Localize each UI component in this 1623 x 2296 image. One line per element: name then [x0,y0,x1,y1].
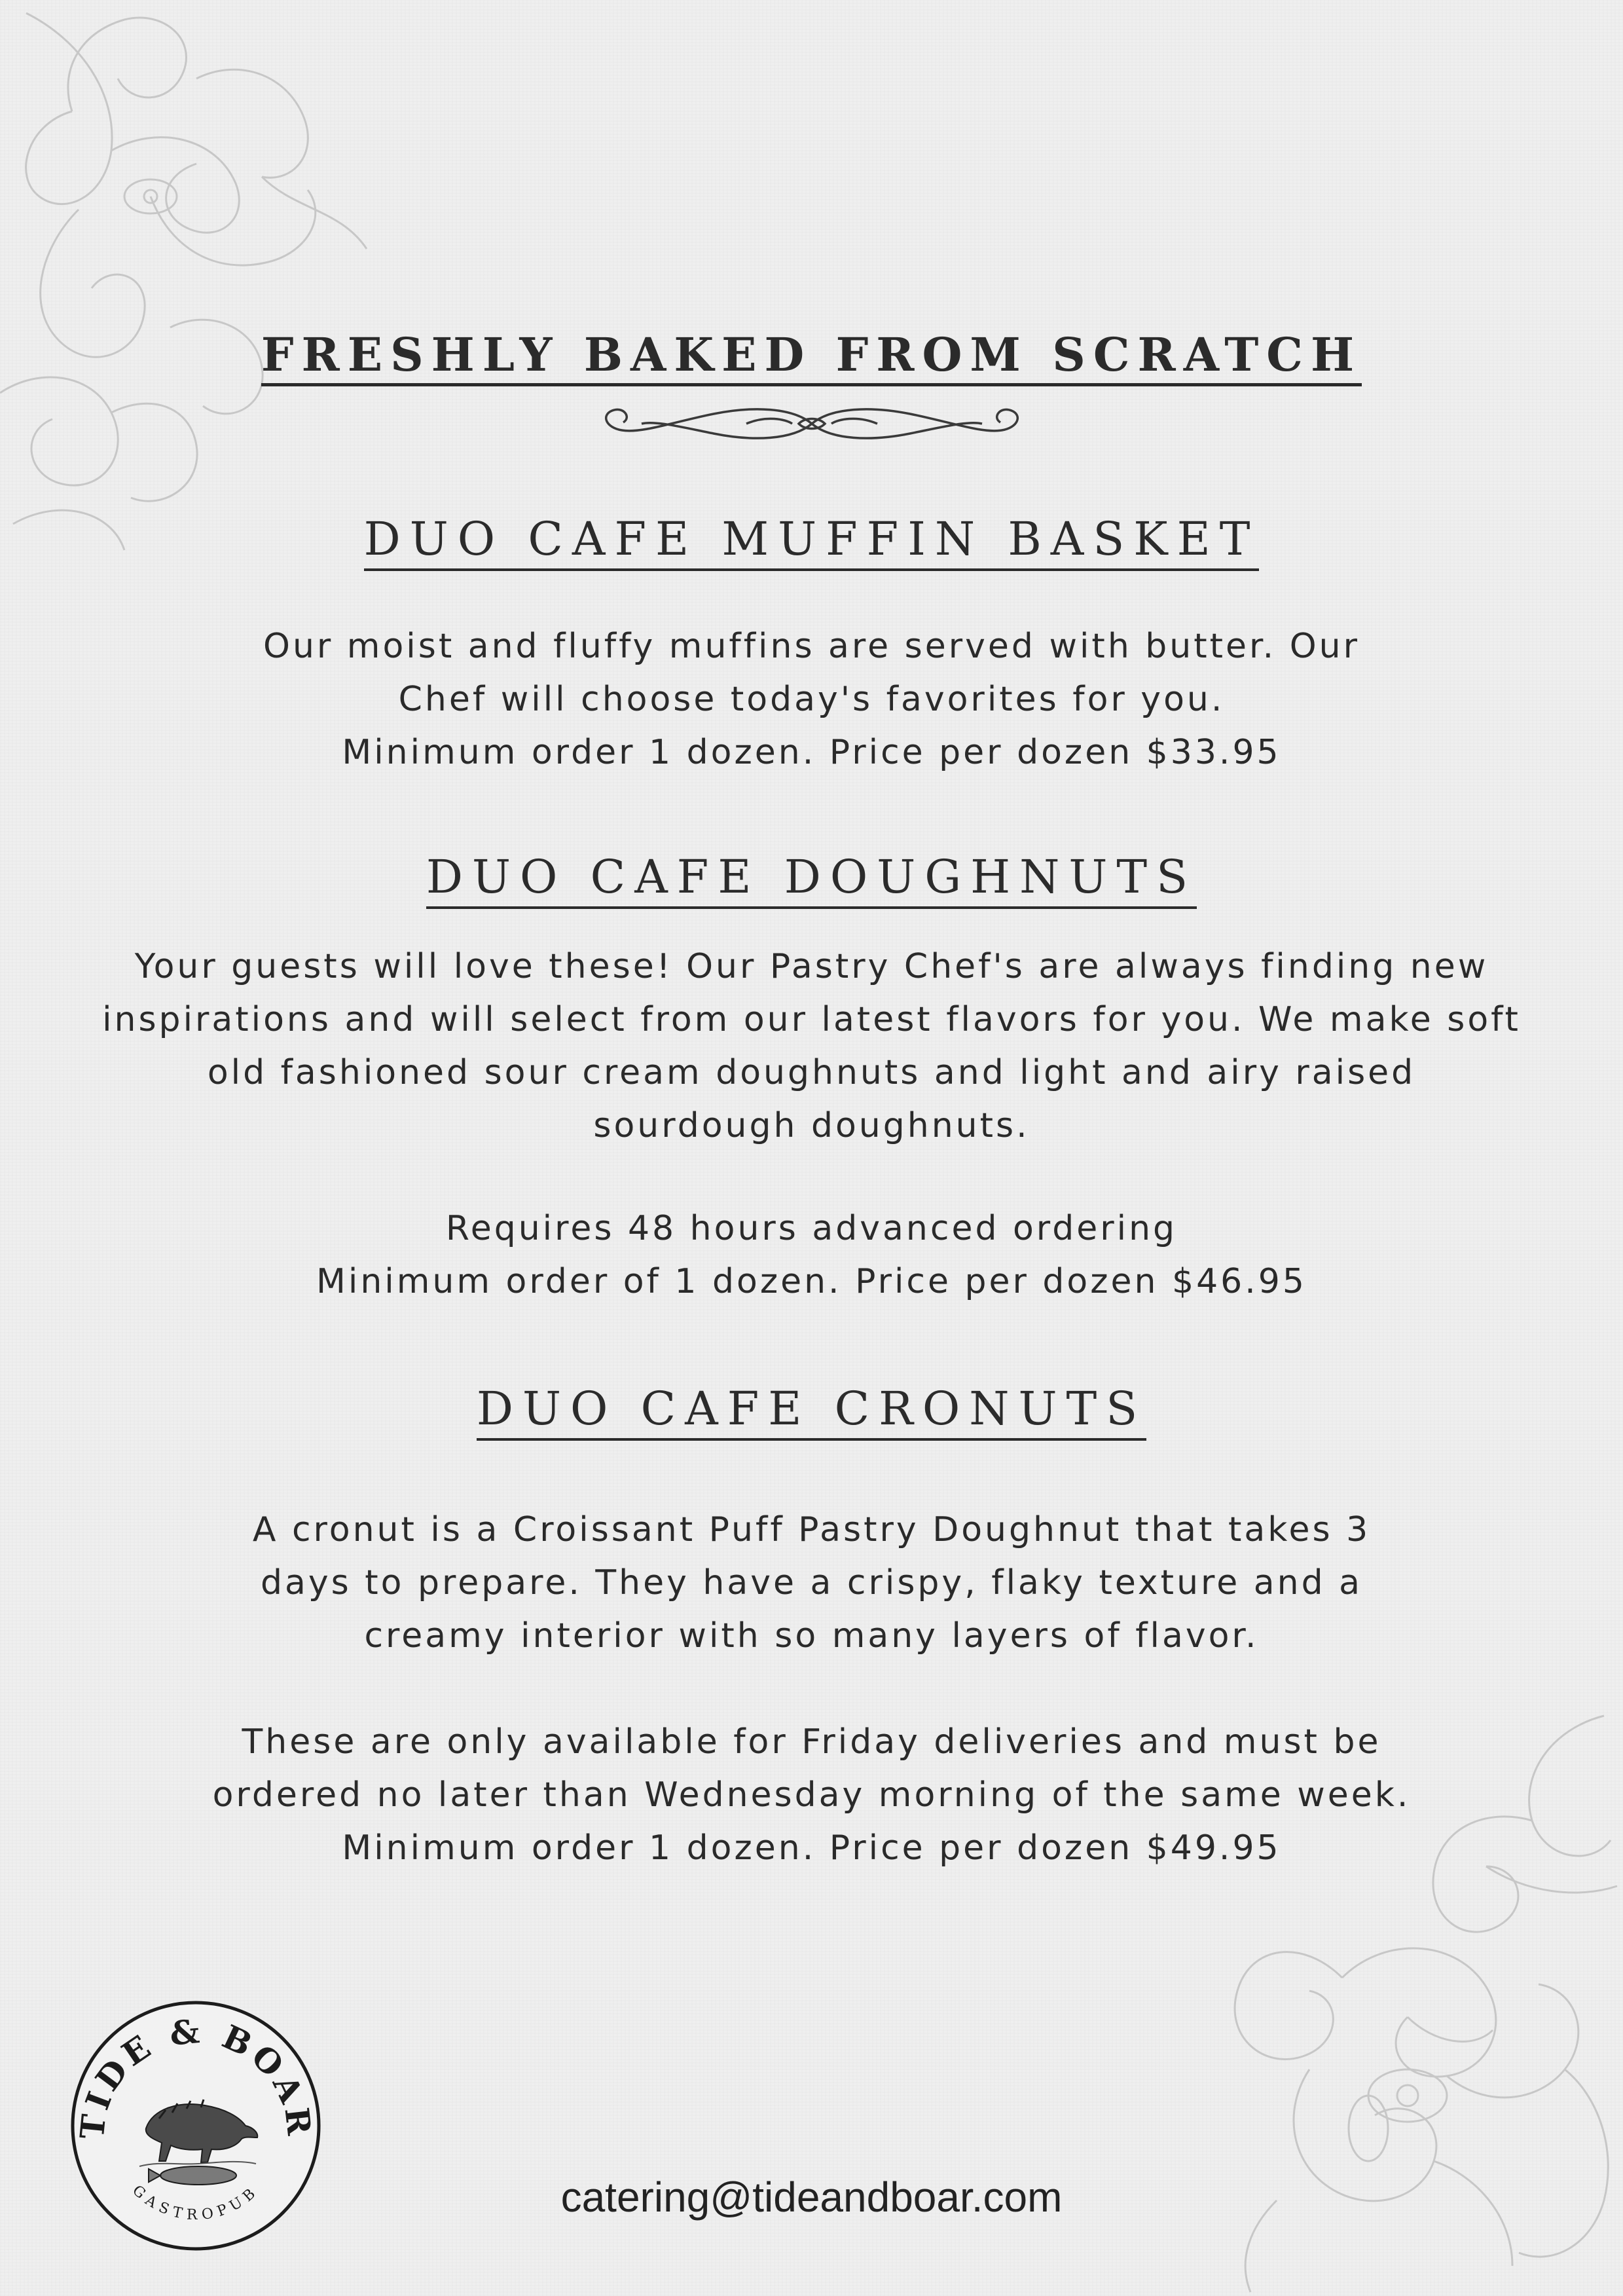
section-notes-cronuts [0,1716,1623,1875]
logo-name-text: TIDE & BOAR [72,2011,319,2141]
description-line: days to prepare. They have a crispy, flaky texture and a [260,1563,1363,1602]
section-heading-cronuts [0,1382,1623,1435]
description-line: Your guests will love these! Our Pastry Chef's are always finding new [134,947,1489,986]
contact-email[interactable]: catering@tideandboar.com [560,2174,1063,2221]
description-line: A cronut is a Croissant Puff Pastry Doughnut that takes 3 [252,1510,1371,1549]
note-line: Minimum order 1 dozen. Price per dozen $49.95 [342,1828,1281,1868]
page-title-text: FRESHLY BAKED FROM SCRATCH [261,327,1362,386]
section-heading-text: DUO CAFE MUFFIN BASKET [364,512,1260,571]
section-description-muffin-basket [0,620,1623,779]
description-line: inspirations and will select from our latest flavors for you. We make soft [102,1000,1521,1039]
section-notes-doughnuts [0,1202,1623,1308]
section-heading-text: DUO CAFE DOUGHNUTS [426,850,1197,909]
note-line: Minimum order of 1 dozen. Price per dozen $46.95 [316,1262,1307,1301]
section-description-doughnuts [0,940,1623,1153]
page-title [0,327,1623,382]
section-heading-muffin-basket [0,512,1623,566]
section-heading-text: DUO CAFE CRONUTS [477,1382,1146,1441]
logo-subtitle-text: GASTROPUB [129,2182,263,2224]
section-description-cronuts [0,1504,1623,1663]
floral-decoration-top-left [0,0,406,576]
description-line: sourdough doughnuts. [593,1106,1030,1145]
description-line: Chef will choose today's favorites for you. [398,680,1225,719]
note-line: ordered no later than Wednesday morning of the same week. [212,1775,1411,1815]
flourish-divider-icon [583,401,1041,447]
description-line: Our moist and fluffy muffins are served with butter. Our [263,627,1360,666]
description-line: Minimum order 1 dozen. Price per dozen $33.95 [342,733,1281,772]
note-line: Requires 48 hours advanced ordering [445,1209,1178,1248]
note-line: These are only available for Friday deliveries and must be [242,1722,1381,1762]
description-line: creamy interior with so many layers of flavor. [364,1616,1259,1656]
description-line: old fashioned sour cream doughnuts and light and airy raised [207,1053,1416,1092]
section-heading-doughnuts [0,850,1623,904]
